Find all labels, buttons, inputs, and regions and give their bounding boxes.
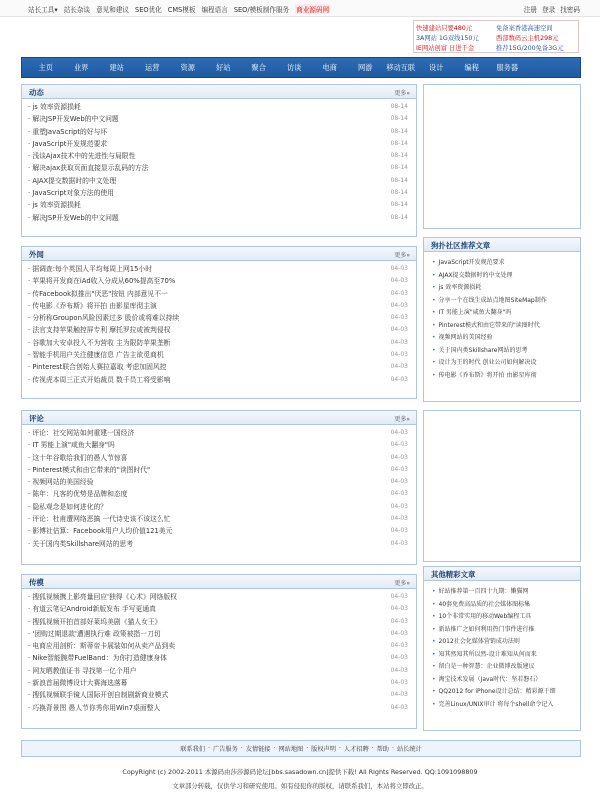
list-item xyxy=(28,324,408,336)
article-link[interactable]: • QQ2012 for iPhone设计总结：精彩源于细 xyxy=(432,686,574,699)
panel-header xyxy=(22,247,416,261)
panel-header xyxy=(424,238,580,252)
article-link[interactable]: · 谷歌加大安卓投入不为营收 主为限防苹果垄断 xyxy=(28,338,171,347)
nav-item[interactable]: 电商 xyxy=(322,62,337,72)
list-item xyxy=(28,677,408,689)
article-link[interactable]: · Pinterest联合创始人赛拉嘉取 考虑加固风控 xyxy=(28,363,167,372)
main-nav xyxy=(21,57,581,78)
list-item xyxy=(28,452,408,464)
article-link[interactable]: • 2012社会化媒体营销成功法则 xyxy=(432,636,574,649)
article-date: 08-14 xyxy=(390,201,408,209)
panel-title: 动态 xyxy=(29,88,44,97)
article-date: 04-03 xyxy=(390,617,408,625)
article-date: 04-03 xyxy=(390,326,408,334)
article-date: 08-14 xyxy=(390,103,408,110)
article-link[interactable]: · 评论：杜甫遭网络恶搞 一代诗史该不该这么忙 xyxy=(28,515,171,524)
article-date: 04-03 xyxy=(390,265,408,272)
panel-title: 传模 xyxy=(29,578,44,587)
list-item xyxy=(28,616,408,628)
article-date: 04-03 xyxy=(390,539,408,547)
article-link[interactable]: · 解决JSP开发Web的中文问题 xyxy=(28,115,119,124)
ad-link[interactable]: 3A网站 1G双线150元 xyxy=(416,35,479,42)
separator: · xyxy=(306,745,309,752)
footer-link[interactable]: 联系我们 xyxy=(180,746,206,753)
article-link[interactable]: · 解决ajax获取页面直接显示乱码的方法 xyxy=(28,164,149,173)
list-item xyxy=(28,175,408,187)
more-link[interactable]: 更多» xyxy=(394,580,410,587)
article-link[interactable]: • 传电影《乔布斯》将开拍 由影星库彻 xyxy=(432,370,574,383)
hot-link[interactable]: 商业源码网 xyxy=(296,6,330,14)
article-date: 04-03 xyxy=(390,502,408,510)
nav-item[interactable]: 服务器 xyxy=(496,62,519,72)
list-item xyxy=(28,501,408,513)
list-item xyxy=(28,113,408,125)
article-date: 04-03 xyxy=(390,605,408,613)
list-item xyxy=(28,275,408,287)
article-link[interactable]: · 搜狐视频开拍首部好莱坞美剧《猫人女王》 xyxy=(28,617,162,626)
nav-item[interactable]: 访谈 xyxy=(287,62,302,72)
list-item xyxy=(28,374,408,386)
article-link[interactable]: · 浅谈Ajax技术中的先进性与局限性 xyxy=(28,152,136,161)
more-link[interactable]: 更多» xyxy=(394,90,410,97)
panel-header xyxy=(22,411,416,425)
more-link[interactable]: 更多» xyxy=(394,252,410,259)
article-link[interactable]: · 重塑JavaScript的好与坏 xyxy=(28,127,108,136)
footer-link[interactable]: 版权声明 xyxy=(311,746,336,753)
panel-header xyxy=(22,575,416,589)
article-link[interactable]: · 电商应用剖析：斯蒂帝卡展装如何从卖产品到卖 xyxy=(28,642,176,651)
top-link[interactable]: 站长杂谈 xyxy=(63,6,91,14)
list-item xyxy=(28,665,408,677)
nav-item[interactable]: 设计 xyxy=(429,62,444,72)
article-link[interactable]: • 新站推广之如何利用热门事件进行推 xyxy=(432,624,574,637)
footer-link[interactable]: 网站地图 xyxy=(278,746,304,753)
ad-placeholder xyxy=(423,84,581,229)
list-item xyxy=(28,591,408,603)
article-link[interactable]: • 视频网站的美国经验 xyxy=(432,332,574,345)
list-item xyxy=(28,300,408,312)
ad-text-box xyxy=(413,20,579,53)
article-link[interactable]: • 设计为王的时代 创业公司如何解决设 xyxy=(432,357,574,370)
copyright-notice: 文章部分转载，仅供学习和研究使用。如有侵犯你的版权，请联系我们，本站将立即改正。 xyxy=(172,782,428,790)
list-item xyxy=(28,513,408,525)
article-link[interactable]: · 关于国内类Skillshare网站的思考 xyxy=(28,539,134,548)
article-date: 04-03 xyxy=(390,289,408,297)
article-list xyxy=(22,99,416,224)
article-date: 04-03 xyxy=(390,429,408,436)
article-link[interactable]: • JavaScript开发规范要求 xyxy=(432,257,574,270)
list-item xyxy=(28,538,408,550)
article-list xyxy=(22,589,416,714)
list-item xyxy=(28,702,408,714)
article-date: 04-03 xyxy=(390,453,408,461)
nav-item[interactable]: 聚合 xyxy=(251,62,266,72)
article-link[interactable]: · js 效率资源损耗 xyxy=(28,201,81,210)
article-date: 04-03 xyxy=(390,666,408,674)
article-link[interactable]: · 据调查:每个英国人平均每周上网15小时 xyxy=(28,265,153,273)
top-link[interactable]: 编程语言 xyxy=(201,6,228,14)
article-date: 08-14 xyxy=(390,115,408,123)
article-date: 04-03 xyxy=(390,301,408,309)
top-link[interactable]: SEO/模板制作服务 xyxy=(233,6,290,14)
article-link[interactable]: • Pinterest模式和由它带来的"读图时代 xyxy=(432,320,574,333)
header xyxy=(0,17,600,57)
top-bar xyxy=(0,0,600,17)
panel-dongtai xyxy=(21,84,417,237)
list-item xyxy=(28,361,408,373)
panel-title: 其他精彩文章 xyxy=(431,570,476,579)
article-list xyxy=(424,252,580,382)
separator: · xyxy=(273,745,276,752)
nav-item[interactable]: 移动互联 xyxy=(386,62,416,72)
nav-item[interactable]: 业界 xyxy=(74,62,89,72)
nav-item[interactable]: 资源 xyxy=(180,62,195,72)
article-link[interactable]: · '团购过期退款'遭遇执行难 政策被指一刀切 xyxy=(28,629,161,638)
article-link[interactable]: · 有道云笔记Android新版发布 手写更通真 xyxy=(28,605,156,614)
ad-link[interactable]: IE网站创富 日进千金 xyxy=(416,45,475,52)
article-link[interactable]: · IT 男能上演"咸鱼大翻身"吗 xyxy=(28,441,115,450)
article-link[interactable]: · Nike智能腕带FuelBand：为你打造健康身体 xyxy=(28,654,167,663)
panel-title: 外闻 xyxy=(29,250,44,259)
nav-item[interactable]: 建站 xyxy=(109,62,124,72)
article-link[interactable]: • 完善Linux/UNIX审计 将每个shell命令记入 xyxy=(432,699,574,712)
article-link[interactable]: · 传Facebook拟推出"厌恶"按钮 内部意见不一 xyxy=(28,289,168,298)
ad-link[interactable]: 快速建站只要480元 xyxy=(416,25,473,32)
article-list xyxy=(22,425,416,550)
top-link[interactable]: CMS模板 xyxy=(167,6,196,14)
article-date: 04-03 xyxy=(390,441,408,449)
list-item xyxy=(28,488,408,500)
article-link[interactable]: · 搜狐视频携上影亮量回应'独得《心术》网络版权 xyxy=(28,593,177,601)
footer-link[interactable]: 广告服务 xyxy=(213,746,238,753)
article-date: 04-03 xyxy=(390,642,408,650)
footer-link[interactable]: 人才招聘 xyxy=(343,746,369,753)
list-item xyxy=(28,138,408,150)
article-link[interactable]: · 视频网站的美国经验 xyxy=(28,478,94,487)
article-date: 04-03 xyxy=(390,375,408,383)
article-link[interactable]: • 好站推荐第一百四十九期：懒猫网 xyxy=(432,586,574,599)
list-item xyxy=(28,162,408,174)
panel-chuanmo xyxy=(21,574,417,729)
nav-item[interactable]: 运营 xyxy=(145,62,160,72)
list-item xyxy=(28,689,408,701)
list-item xyxy=(28,464,408,476)
more-link[interactable]: 更多» xyxy=(394,416,410,423)
article-date: 04-03 xyxy=(390,679,408,687)
list-item xyxy=(28,150,408,162)
article-link[interactable]: • 关于国内类Skillshare网站的思考 xyxy=(432,345,574,358)
separator: · xyxy=(391,745,394,752)
article-date: 04-03 xyxy=(390,654,408,662)
article-link[interactable]: · 解决JSP开发Web的中文问题 xyxy=(28,213,119,222)
ad-link[interactable]: 免备案香港高速空间 xyxy=(496,25,553,32)
article-link[interactable]: · AJAX提交数据时的中文处理 xyxy=(28,176,117,185)
list-item xyxy=(28,439,408,451)
list-item xyxy=(28,199,408,211)
article-link[interactable]: • js 效率资源损耗 xyxy=(432,282,574,295)
article-date: 08-14 xyxy=(390,164,408,172)
list-item xyxy=(28,525,408,537)
article-link[interactable]: · 搜狐视频联手镜人国际开创自制剧新商业模式 xyxy=(28,691,169,700)
separator: · xyxy=(338,745,341,752)
ad-link[interactable]: 西部数码云主机298元 xyxy=(496,35,559,42)
article-list xyxy=(424,581,580,711)
nav-item[interactable]: 编程 xyxy=(464,62,479,72)
user-link[interactable]: 注册 xyxy=(523,6,538,14)
article-link[interactable]: • 淘宝技术发展（Java时代：坚若磐石） xyxy=(432,674,574,687)
panel-recommend xyxy=(423,237,581,402)
article-date: 08-14 xyxy=(390,189,408,197)
article-link[interactable]: · Pinterest模式和由它带来的"读图时代" xyxy=(28,465,151,474)
article-link[interactable]: · 传电影《乔布斯》将开拍 由影星库彻主演 xyxy=(28,301,157,310)
article-link[interactable]: · 传视虎本周三正式开始裁员 数千员工将受影响 xyxy=(28,375,171,384)
footer-link[interactable]: 帮助 xyxy=(376,746,389,753)
article-link[interactable]: • 10个非常实用的移动Web编程工具 xyxy=(432,611,574,624)
nav-item[interactable]: 主页 xyxy=(38,62,53,72)
user-link[interactable]: 登录 xyxy=(542,6,556,14)
list-item xyxy=(28,263,408,275)
ad-placeholder xyxy=(423,410,581,562)
article-list xyxy=(22,261,416,386)
article-date: 04-03 xyxy=(390,691,408,699)
footer-link[interactable]: 站长统计 xyxy=(396,746,422,753)
copyright: CopyRight (c) 2002-2011 本源码由莎莎源码论坛[bbs.sasadown.cn]提供下载! All Rights Reserved. QQ:1091098809 xyxy=(122,768,478,776)
article-link[interactable]: · 分析称Groupon风险因素过多 股价或将难以持续 xyxy=(28,314,180,323)
article-date: 04-03 xyxy=(390,314,408,322)
panel-other xyxy=(423,566,581,731)
article-link[interactable]: · 这十年谷歌给我们的愚人节惊喜 xyxy=(28,453,128,462)
article-link[interactable]: • 留白是一种智慧：企业微博改版建议 xyxy=(432,661,574,674)
article-date: 04-03 xyxy=(390,478,408,486)
article-link[interactable]: · JavaScript开发规范要求 xyxy=(28,139,108,148)
article-link[interactable]: · js 效率资源损耗 xyxy=(28,103,81,111)
ad-link[interactable]: 推荐15G/200免备3G元 xyxy=(496,45,564,52)
list-item xyxy=(28,640,408,652)
panel-waiwen xyxy=(21,246,417,399)
panel-header xyxy=(22,85,416,99)
article-link[interactable]: • 40套免费高品质的社会媒体图标集 xyxy=(432,599,574,612)
article-date: 04-03 xyxy=(390,703,408,711)
article-date: 04-03 xyxy=(390,629,408,637)
article-date: 04-03 xyxy=(390,593,408,600)
top-link[interactable]: 站长工具▾ xyxy=(28,6,58,14)
list-item xyxy=(28,312,408,324)
article-link[interactable]: · 陈年：凡客的优势是品牌和态度 xyxy=(28,490,128,499)
article-link[interactable]: • 知其然知其所以然-设计难知从何而来 xyxy=(432,649,574,662)
article-date: 08-14 xyxy=(390,152,408,160)
article-date: 04-03 xyxy=(390,338,408,346)
panel-pinglun xyxy=(21,410,417,565)
top-links xyxy=(28,4,330,14)
panel-title: 狗扑社区推荐文章 xyxy=(431,241,491,250)
article-date: 04-03 xyxy=(390,465,408,473)
separator: · xyxy=(371,745,374,752)
user-link[interactable]: 找密码 xyxy=(560,6,580,14)
article-link[interactable]: · 隐私观念是如何进化的？ xyxy=(28,502,108,511)
article-link[interactable]: · 苹果将开发商在iAd收入分成从60%提高至70% xyxy=(28,277,176,286)
list-item xyxy=(28,349,408,361)
list-item xyxy=(28,427,408,439)
nav-item[interactable]: 好站 xyxy=(216,62,231,72)
article-date: 08-14 xyxy=(390,139,408,147)
list-item xyxy=(28,337,408,349)
article-date: 08-14 xyxy=(390,213,408,221)
footer-link[interactable]: 友情链接 xyxy=(245,746,271,753)
article-date: 04-03 xyxy=(390,490,408,498)
list-item xyxy=(28,603,408,615)
article-date: 08-14 xyxy=(390,127,408,135)
top-link[interactable]: 意见和建议 xyxy=(96,6,130,14)
separator: · xyxy=(208,745,211,752)
article-link[interactable]: · 智能手机用户关注健康信息 广告主欲觅商机 xyxy=(28,351,164,360)
article-link[interactable]: · 法官支持苹果触控屏专利 摩托罗拉或被判侵权 xyxy=(28,326,171,335)
list-item xyxy=(28,126,408,138)
top-link[interactable]: SEO优化 xyxy=(135,6,162,14)
footer-links xyxy=(21,740,581,757)
list-item xyxy=(28,476,408,488)
article-date: 04-03 xyxy=(390,351,408,359)
article-date: 04-03 xyxy=(390,527,408,535)
article-link[interactable]: • 分享一个在线生成站点地图SiteMap制作 xyxy=(432,295,574,308)
article-date: 04-03 xyxy=(390,515,408,523)
user-links xyxy=(524,4,580,14)
nav-item[interactable]: 网游 xyxy=(358,62,373,72)
separator: · xyxy=(240,745,243,752)
article-link[interactable]: • AJAX提交数据时的中文处理 xyxy=(432,270,574,283)
article-date: 04-03 xyxy=(390,277,408,285)
list-item xyxy=(28,212,408,224)
list-item xyxy=(28,628,408,640)
panel-header xyxy=(424,567,580,581)
article-date: 08-14 xyxy=(390,176,408,184)
article-link[interactable]: · 新浪首届微博设计大赛海选落幕 xyxy=(28,679,128,688)
article-link[interactable]: · 网友晒教值证书 寻找第一亿个用户 xyxy=(28,666,137,675)
article-link[interactable]: · 影博社估算：Facebook用户人均价值121美元 xyxy=(28,527,173,536)
article-link[interactable]: · 巧换背景图 愚人节你秀你用Win7桌面整人 xyxy=(28,703,161,712)
article-date: 04-03 xyxy=(390,363,408,371)
list-item xyxy=(28,652,408,664)
list-item xyxy=(28,187,408,199)
article-link[interactable]: · JavaScript对象方法的使用 xyxy=(28,189,114,198)
panel-title: 评论 xyxy=(29,414,44,423)
article-link[interactable]: · 评论：社交网站如何重建一国经济 xyxy=(28,429,135,437)
article-link[interactable]: • IT 男能上演"咸鱼大翻身"吗 xyxy=(432,307,574,320)
list-item xyxy=(28,101,408,113)
list-item xyxy=(28,288,408,300)
